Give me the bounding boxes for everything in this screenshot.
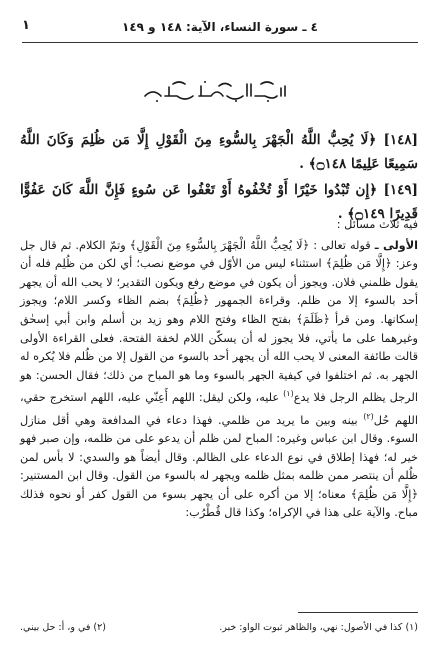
commentary-text: عليه، ولكن ليقل: اللهم أَعِنّي عليه، اللهم استخرج حقي، اللهم حُل <box>20 391 418 427</box>
footnote-ref: (٢) <box>363 411 374 421</box>
footnotes <box>20 621 418 635</box>
verse-text: ﴿لَا يُحِبُّ اللَّهُ الْجَهْرَ بِالسُّوءِ مِنَ الْقَوْلِ إِلَّا مَن ظُلِمَ وَكَانَ اللَّهُ سَمِيعًا عَلِيمًا ۝١٤٨﴾ . <box>20 132 418 172</box>
page-number: ١ <box>22 18 30 33</box>
running-title: ٤ ـ سورة النساء، الآية: ١٤٨ و ١٤٩ <box>122 20 318 34</box>
page-header <box>22 18 418 43</box>
footnote-ref: (١) <box>283 389 294 399</box>
footnote: (١) كذا في الأصول: نهي، والظاهر ثبوت الواو: خبر. <box>219 622 418 633</box>
verse-148 <box>20 128 418 176</box>
commentary-paragraph <box>20 237 418 523</box>
verse-number: [١٤٩] <box>383 182 419 198</box>
commentary-text: قوله تعالى : ﴿لَا يُحِبُّ اللَّهُ الْجَهْرَ بِالسُّوءِ مِنَ الْقَوْلِ﴾ وتمّ الكلام. ثم قال جل وعز: ﴿إِلَّا مَن ظُلِمَ﴾ استثناء ليس من الأوّل في موضع نصب؛ أي لكن من ظُلِم فله أن يقول ظلمني فلان. ويجوز أن يكون في موضع رفع ويكون التقدير؛ لا يحب الله أن يجهر أحد بالسوء إلا من ظلم. وقراءة الجمهور ﴿ظُلِمَ﴾ بضم الظاء وكسر اللام؛ ويجوز إسكانها. ومن قرأ ﴿ظَلَمَ﴾ بفتح الظاء وفتح اللام وهو زيد بن أسلم وابن أبي إسحٰق وغيرهما على ما يأتي، فلا يجوز له أن يسكّن اللام لخفة الفتحة. فعلى القراءة الأولى قالت طائفة المعنى لا يحب الله أن يجهر أحد بالسوء من القول إلا من ظُلم فلا يُكره له الجهر به. ثم اختلفوا في كيفية الجهر بالسوء وما هو المباح من ذلك؛ فقال الحسن: هو الرجل يظلم الرجل فلا يدع <box>20 238 418 405</box>
verse-number: [١٤٨] <box>383 132 418 148</box>
basmala-calligraphy <box>0 78 430 104</box>
footnote: (٢) في و، أ: حل بيني. <box>20 622 106 633</box>
issue-label: الأولى ـ <box>374 238 418 252</box>
commentary-text: بينه وبين ما يريد من ظلمي. فهذا دعاء في المدافعة وهي أقل منازل السوء. وقال ابن عباس وغيره: المباح لمن ظلم أن يدعو على من ظلمه، وإن صبر فهو خير له؛ فهذا إطلاق في نوع الدعاء على الظالم. وقال أيضاً هو والسدي: لا بأس لمن ظُلم أن ينتصر ممن ظلمه بمثل ظلمه ويجهر له بالسوء من القول. وقال ابن المستنير: ﴿إِلَّا مَن ظُلِمَ﴾ معناه؛ إلا من أكره على أن يجهر بسوء من القول كفر أو نحوه فذلك مباح. والآية على هذا في الإكراه؛ وكذا قال قُطْرُب: <box>20 413 418 520</box>
basmala-calligraphy-icon <box>135 78 295 104</box>
verse-text: ﴿إِن تُبْدُوا خَيْرًا أَوْ تُخْفُوهُ أَوْ تَعْفُوا عَن سُوءٍ فَإِنَّ اللَّهَ كَانَ عَفُوًّا قَدِيرًا ۝١٤٩﴾ . <box>20 182 418 222</box>
commentary-intro: فيه ثلاث مسائل : <box>336 218 418 231</box>
commentary <box>20 216 418 523</box>
footnote-divider <box>298 612 418 613</box>
